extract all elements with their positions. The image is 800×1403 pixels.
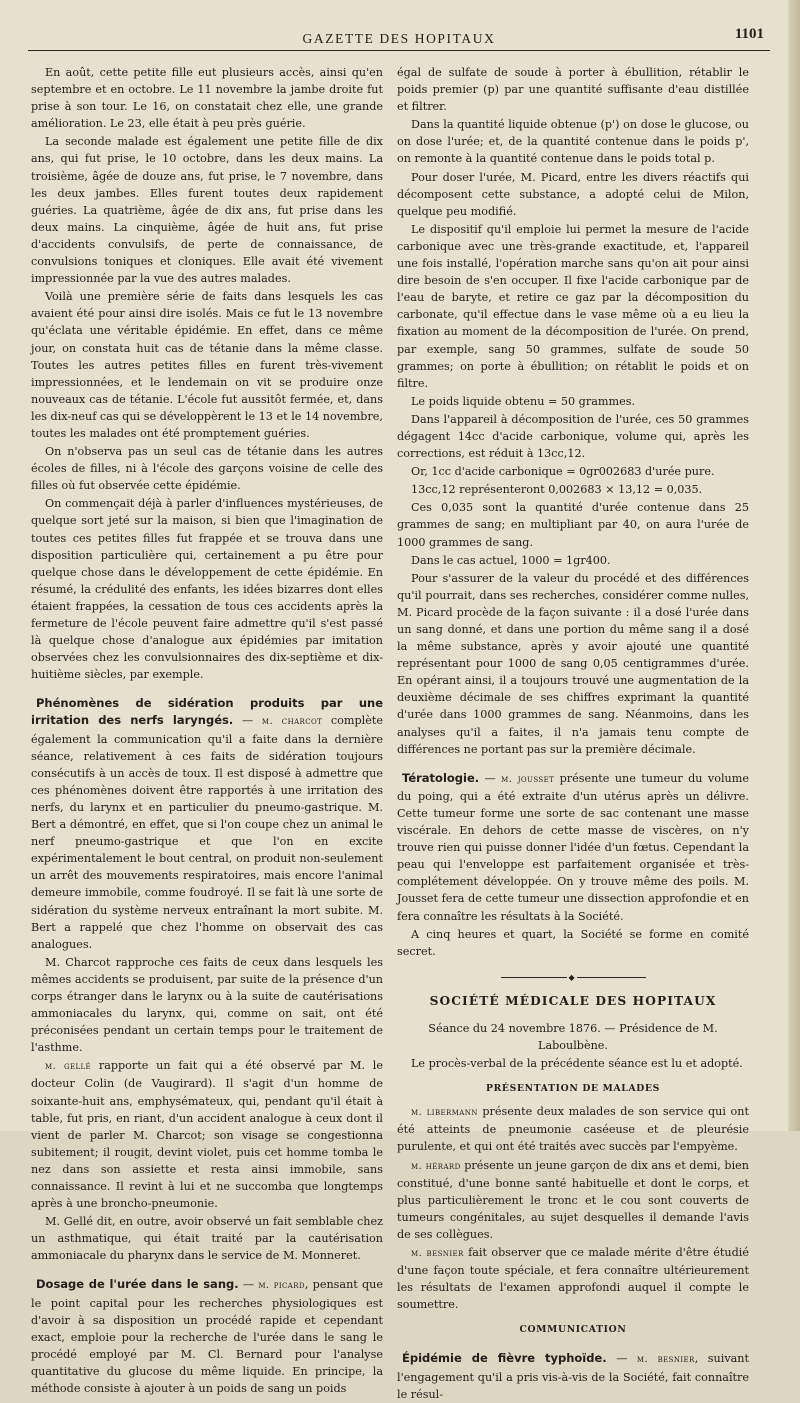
section-charcot: Phénomènes de sidération produits par une irritation des nerfs laryngés. — m. charcot complète également la communication qu'il a faite dans la dernière séance, relativement à ces faits de sidération toujours consécutifs à un accès de toux. Il est disposé à admettre que ces phénomènes doivent être rapportés à une irritation des nerfs, du larynx et en particulier du pneumo-gastrique. M. Bert a démontré, en effet, que si l'on coupe chez un animal le nerf pneumo-gastrique et que l'on en excite expérimentalement le bout central, on produit non-seulement un arrêt des mouvements respiratoires, mais encore l'animal demeure immobile, comme foudroyé. Il se fait là une sorte de sidération du système nerveux entraînant la mort subite. M. Bert a rappelé que chez l'homme on observait des cas analogues. xyxy=(31,696,383,951)
section-teratologie: Tératologie. — m. jousset présente une tumeur du volume du poing, qui a été extraite d'un utérus après un délivre. Cette tumeur forme une sorte de sac contenant une masse viscérale. En dehors de cette masse de viscères, on n'y trouve rien qui puisse donner l'idée d'un fœtus. Cependant la peau qui l'enveloppe est parfaitement organisée et très-complétement développée. On y trouve même des poils. M. Jousset fera de cette tumeur une dissection approfondie et en fera connaître les résultats à la Société. xyxy=(397,770,749,923)
paragraph: Le poids liquide obtenu = 50 grammes. xyxy=(411,394,635,408)
author-name: m. gellé xyxy=(45,1061,92,1073)
paragraph: 13cc,12 représenteront 0,002683 × 13,12 = 0,035. xyxy=(411,483,703,497)
paragraph: Dans le cas actuel, 1000 = 1gr400. xyxy=(411,553,611,567)
author-name: m. picard xyxy=(258,1280,305,1292)
paragraph: On n'observa pas un seul cas de tétanie dans les autres écoles de filles, ni à l'école des garçons voisine de celle des filles où fut observée cette épidémie. xyxy=(31,445,383,493)
paragraph: Voilà une première série de faits dans lesquels les cas avaient été pour ainsi dire isolés. Mais ce fut le 13 novembre qu'éclata une véritable épidémie. En effet, dans ce même jour, on constata huit cas de tétanie dans la même classe. Toutes les autres petites filles en furent très-vivement impressionnées, et le lendemain on vit se produire onze nouveaux cas de tétanie. L'école fut aussitôt fermée, et, dans les dix-neuf cas qui se développèrent le 13 et le 14 novembre, toutes les malades ont été promptement guéries. xyxy=(31,290,383,440)
session-line: Séance du 24 novembre 1876. — Présidence de M. Laboulbène. xyxy=(428,1021,718,1052)
section-text: , suivant l'engagement qu'il a pris vis-à-vis de la Société, fait connaître le résul- xyxy=(397,1352,750,1401)
author-name: m. libermann xyxy=(411,1107,478,1119)
author-name: m. besnier xyxy=(636,1354,695,1366)
author-name: m. hérard xyxy=(411,1160,461,1172)
paragraph: Ces 0,035 sont la quantité d'urée contenue dans 25 grammes de sang; en multipliant par 40, on aura l'urée de 1000 grammes de sang. xyxy=(397,501,749,549)
journal-title: GAZETTE DES HOPITAUX xyxy=(302,31,496,46)
paragraph: Or, 1cc d'acide carbonique = 0gr002683 d'urée pure. xyxy=(411,465,715,479)
paragraph-herard xyxy=(397,1157,749,1243)
paragraph: Pour s'assurer de la valeur du procédé et des différences qu'il pourrait, dans ses recherches, considérer comme nulles, M. Picard procède de la façon suivante : il a dosé l'urée dans un sang donné, et dans une portion du même sang il a dosé la même substance, après y avoir ajouté une quantité représentant pour 1000 de sang 0,05 centigrammes d'urée. En opérant ainsi, il a toujours trouvé une augmentation de la deuxième décimale de ses chiffres exprimant la quantité d'urée dans 1000 grammes de sang. Néanmoins, dans les analyses qu'il a faites, il n'a jamais tenu compte de différences ne portant pas sur la première décimale. xyxy=(397,571,749,756)
paragraph: M. Charcot rapproche ces faits de ceux dans lesquels les mêmes accidents se produisent, par suite de la présence d'un corps étranger dans le larynx ou à la suite de cautérisations ammoniacales du larynx, qui, comme on sait, ont été préconisées pendant un certain temps pour le traitement de l'asthme. xyxy=(31,955,383,1055)
section-heading: Phénomènes de sidération produits par une irritation des nerfs laryngés. xyxy=(31,696,383,728)
right-column xyxy=(397,64,750,1401)
author-name: m. charcot xyxy=(261,716,323,728)
page-number: 1101 xyxy=(734,26,764,42)
paragraph-libermann xyxy=(397,1103,749,1155)
section-heading: Tératologie. xyxy=(402,770,480,785)
section-divider xyxy=(501,972,646,983)
paragraph: La seconde malade est également une petite fille de dix ans, qui fut prise, le 10 octobre, dans les deux mains. La troisième, âgée de douze ans, fut prise, le 7 novembre, dans les deux jambes. Elles furent toutes deux rapidement guéries. La quatrième, âgée de dix ans, fut prise dans les deux mains. La cinquième, âgée de huit ans, fut prise d'accidents convulsifs, de perte de connaissance, de convulsions toniques et cloniques. Elle avait été vivement impressionnée par la vue des autres malades. xyxy=(31,135,383,286)
paragraph-text: présente un jeune garçon de dix ans et demi, bien constitué, d'une bonne santé habituelle et dont le corps, et plus particulièrement le tronc et le cou sont couverts de tumeurs congénitales, au sujet desquelles il demande l'avis de ses collègues. xyxy=(397,1158,749,1241)
section-text: complète également la communication qu'il a faite dans la dernière séance, relativement à ces faits de sidération toujours consécutifs à un accès de toux. Il est disposé à admettre que ces phénomènes doivent être rapportés à une irritation des nerfs, du larynx et en particulier du pneumo-gastrique. M. Bert a démontré, en effet, que si l'on coupe chez un animal le nerf pneumo-gastrique et que l'on en excite expérimentalement le bout central, on produit non-seulement un arrêt des mouvements respiratoires, mais encore l'animal demeure immobile, comme foudroyé. Il se fait là une sorte de sidération du système nerveux entraînant la mort subite. M. Bert a rappelé que chez l'homme on observait des cas analogues. xyxy=(31,714,383,951)
author-name: m. besnier xyxy=(411,1248,464,1259)
paragraph: On commençait déjà à parler d'influences mystérieuses, de quelque sort jeté sur la maison, si bien que l'imagination de toutes ces petites filles fut frappée et se trouva dans une disposition particulière qui, certainement a pu être pour quelque chose dans le développement de cette épidémie. En résumé, la crédulité des enfants, les idées bizarres dont elles étaient frappées, la cessation de tous ces accidents après la fermeture de l'école peuvent faire admettre qu'il s'est passé là quelque chose d'analogue aux épidémies par imitation observées chez les convulsionnaires des dix-septième et dix-huitième siècles, par exemple. xyxy=(31,497,383,682)
paragraph-gelle xyxy=(31,1057,383,1212)
society-title: SOCIÉTÉ MÉDICALE DES HOPITAUX xyxy=(429,993,717,1008)
paragraph: En août, cette petite fille eut plusieurs accès, ainsi qu'en septembre et en octobre. Le 11 novembre la jambe droite fut prise à son tour. Le 16, on constatait chez elle, une grande amélioration. Le 23, elle était à peu près guérie. xyxy=(31,66,383,131)
section-text: présente une tumeur du volume du poing, qui a été extraite d'un utérus après un délivre. Cette tumeur forme une sorte de sac contenant une masse viscérale. En dehors de cette masse de viscères, on n'y trouve rien qui puisse donner l'idée d'un fœtus. Cependant la peau qui l'enveloppe est parfaitement organisée et très-complétement développée. On y trouve même des poils. M. Jousset fera de cette tumeur une dissection approfondie et en fera connaître les résultats à la Société. xyxy=(397,771,749,923)
section-heading: Dosage de l'urée dans le sang. xyxy=(36,1277,239,1292)
paragraph: A cinq heures et quart, la Société se forme en comité secret. xyxy=(397,927,749,958)
divider-ornament-icon: ◆ xyxy=(568,972,575,982)
page-header xyxy=(28,24,770,51)
section-heading: Épidémie de fièvre typhoïde. xyxy=(402,1351,607,1366)
section-uree: Dosage de l'urée dans le sang. — m. picard, pensant que le point capital pour les recherches physiologiques est d'avoir à sa disposition un procédé rapide et cependant exact, emploie pour la recherche de l'urée dans le sang le procédé employé par M. Cl. Bernard pour l'analyse quantitative du glucose du même liquide. En principe, la méthode consiste à ajouter à un poids de sang un poids xyxy=(31,1277,384,1396)
paragraph-text: rapporte un fait qui a été observé par M. le docteur Colin (de Vaugirard). Il s'agit d'un homme de soixante-huit ans, emphysémateux, qui, pendant qu'il était à table, fut pris, en riant, d'un accident analogue à ceux dont il vient de parler M. Charcot; son visage se congestionna subitement; il rougit, devint violet, puis cet homme tomba le nez dans son assiette et resta ainsi immobile, sans connaissance. Il revint à lui et ne succomba que longtemps après à une broncho-pneumonie. xyxy=(31,1059,383,1211)
paragraph: Dans la quantité liquide obtenue (p') on dose le glucose, ou on dose l'urée; et, de la quantité contenue dans le poids p', on remonte à la quantité contenue dans le poids total p. xyxy=(397,118,749,166)
section-fievre-typhoide: Épidémie de fièvre typhoïde. — m. besnier, suivant l'engagement qu'il a pris vis-à-vis de la Société, fait connaître le résul- xyxy=(397,1351,750,1401)
paragraph-besnier xyxy=(397,1244,749,1313)
paragraph-text: présente deux malades de son service qui ont été atteints de pneumonie caséeuse et de pleurésie purulente, et qui ont été traités avec succès par l'empyème. xyxy=(397,1105,749,1154)
paragraph: Pour doser l'urée, M. Picard, entre les divers réactifs qui décomposent cette substance, a adopté celui de Milon, quelque peu modifié. xyxy=(397,170,749,218)
paragraph: Le procès-verbal de la précédente séance est lu et adopté. xyxy=(411,1057,743,1071)
author-name: m. jousset xyxy=(501,773,555,785)
section-text: , pensant que le point capital pour les recherches physiologiques est d'avoir à sa disposition un procédé rapide et cependant exact, emploie pour la recherche de l'urée dans le sang le procédé employé par M. Cl. Bernard pour l'analyse quantitative du glucose du même liquide. En principe, la méthode consiste à ajouter à un poids de sang un poids xyxy=(31,1278,384,1396)
paragraph: égal de sulfate de soude à porter à ébullition, rétablir le poids premier (p) par une quantité suffisante d'eau distillée et filtrer. xyxy=(397,66,749,114)
subheading: COMMUNICATION xyxy=(519,1324,627,1336)
left-column xyxy=(31,64,384,1396)
subheading: PRÉSENTATION DE MALADES xyxy=(485,1083,661,1095)
paragraph: Le dispositif qu'il emploie lui permet la mesure de l'acide carbonique avec une très-grande exactitude, et, l'appareil une fois installé, l'opération marche sans qu'on ait pour ainsi dire besoin de s'en occuper. Il fixe l'acide carbonique par de l'eau de baryte, et retire ce gaz par la décomposition du carbonate, qu'il effectue dans le vase même où a eu lieu la fixation au moment de la décomposition de l'urée. On prend, par exemple, sang 50 grammes, sulfate de soude 50 grammes; on porte à ébullition; on rétablit le poids et on filtre. xyxy=(397,222,749,390)
paragraph-text: fait observer que ce malade mérite d'être étudié d'une façon toute spéciale, et fera connaître ultérieurement les résultats de l'examen approfondi auquel il compte le soumettre. xyxy=(397,1246,749,1312)
paragraph: Dans l'appareil à décomposition de l'urée, ces 50 grammes dégagent 14cc d'acide carbonique, volume qui, après les corrections, est réduit à 13cc,12. xyxy=(397,412,749,461)
paragraph: M. Gellé dit, en outre, avoir observé un fait semblable chez un asthmatique, qui était traité par la cautérisation ammoniacale du pharynx dans le service de M. Monneret. xyxy=(31,1215,383,1263)
